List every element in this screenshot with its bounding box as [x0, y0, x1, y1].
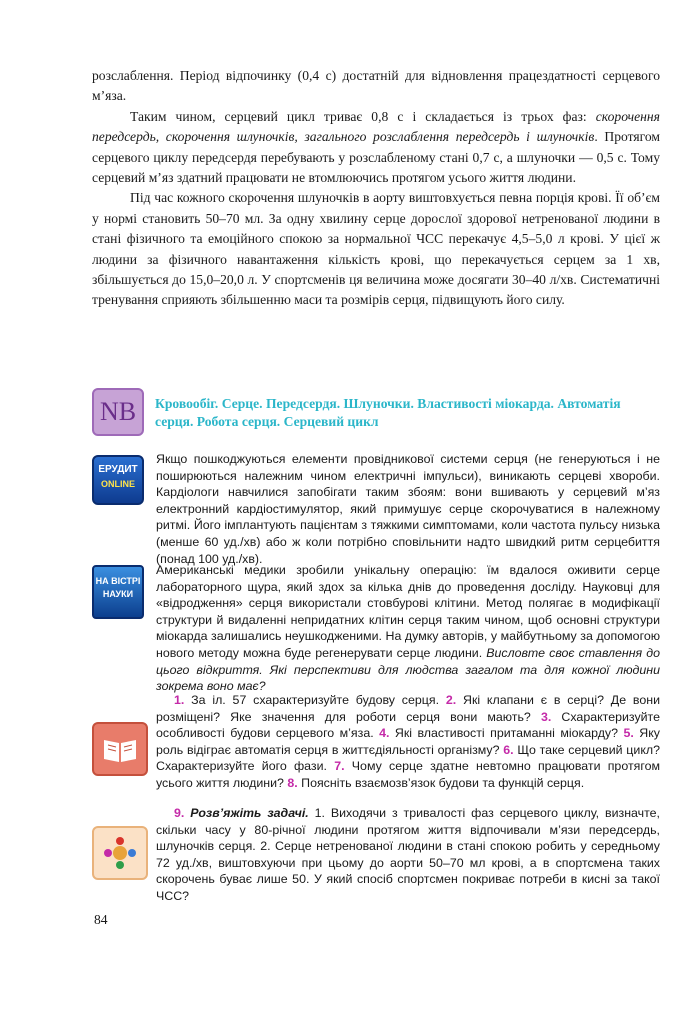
nb-keywords: Кровообіг. Серце. Передсердя. Шлуночки. Властивості міокарда. Автоматія серця. Робота серця. Серцевий цикл [155, 396, 621, 429]
paragraph-2: Таким чином, серцевий цикл триває 0,8 с і складається із трьох фаз: скорочення передсердь, скорочення шлуночків, загального розслаблення передсердь і шлуночків. Протягом серцевого циклу передсердя перебувають у розслабленому стані 0,7 с, а шлуночки — 0,5 с. Тому серцевий м’яз здатний працювати не втомлюючись протягом усього життя людини. [92, 108, 661, 186]
tasks-text: 9. Розв’яжіть задачі. 1. Виходячи з тривалості фаз серцевого циклу, визначте, скільки часу у 80-річної людини протягом життя відпочивали м’язи передсердь, шлуночків серця. 2. Серце нетренованої людини в стані спокою робить у середньому 72 уд./хв, виштовхуючи при цьому до аорти 50–70 мл крові, а в спортсмена таких скорочень буває лише 50. У який спосіб спортсмен покриває потреби в кисні за такої ЧСС? [156, 806, 660, 903]
task-icon [92, 826, 148, 880]
news-text: Американські медики зробили унікальну операцію: їм вдалося оживити серце лабораторного щура, який здох за кілька днів до проведення досліду. Науковці для «відродження» серця використали стовбурові клітини. Метод полягає в модифікації структури й видаленні непридатних клітин серця таким чином, щоб основні структури міокарда залишались неушкодженими. На думку авторів, у майбутньому за допомогою нового методу можна буде регенерувати серце людини. Висловте своє ставлення до цього відкриття. Які перспективи для людства загалом та для кожної людини зокрема воно має? [156, 563, 660, 694]
erudit-online-icon: ЕРУДИТ ONLINE [92, 455, 144, 505]
questions-block [156, 692, 660, 792]
nb-icon: NB [92, 388, 144, 436]
news-question: Висловте своє ставлення до цього відкриття. Які перспективи для людства загалом та для кожної людини зокрема воно має? [156, 645, 660, 694]
main-text [92, 66, 660, 311]
news-block [156, 562, 660, 695]
page-number: 84 [94, 912, 108, 927]
erudit-text: Якщо пошкоджуються елементи провідникової системи серця (не генеруються і не поширюються належним чином електричні імпульси), виникають серцеві хвороби. Кардіологи навчилися запобігати таким збоям: вони вшивають у серцевий м’яз електронний кардіостимулятор, який примушує серце скорочуватися в належному ритмі. Його імплантують пацієнтам з тяжкими симптомами, коли частота пульсу низька (менше 60 уд./хв) або ж коли потрібно сповільнити надто швидкий ритм серцебиття (понад 100 уд./хв). [156, 452, 660, 566]
erudit-block [156, 451, 660, 567]
science-news-icon: НА ВІСТРІ НАУКИ [92, 565, 144, 619]
paragraph-1: розслаблення. Період відпочинку (0,4 с) достатній для відновлення працездатності серцевого м’яза. [92, 68, 660, 104]
phases-italic: скорочення передсердь, скорочення шлуночків, загального розслаблення передсердь і шлуночків [92, 108, 660, 145]
book-icon [92, 722, 148, 776]
tasks-block [156, 805, 660, 905]
paragraph-3: Під час кожного скорочення шлуночків в аорту виштовхується певна порція крові. Її об’єм у нормі становить 50–70 мл. За одну хвилину серце дорослої здорової нетренованої людини в стані фізичного та емоційного спокою за нормальної ЧСС перекачує 4,5–5,0 л крові. У цієї ж людини за фізичного навантаження кількість крові, що перекачується серцем за 1 хв, збільшується до 15,0–20,0 л. У спортсменів ця величина може досягати 30–40 л/хв. Систематичні тренування сприяють збільшенню маси та розмірів серця, підвищують його силу. [92, 190, 660, 308]
questions-text: 1. За іл. 57 схарактеризуйте будову серця. 2. Які клапани є в серці? Де вони розміщені? Яке значення для роботи серця вони мають? 3. Схарактеризуйте особливості будови серцевого м’яза. 4. Які властивості притаманні міокарду? 5. Яку роль відіграє автоматія серця в життєдіяльності організму? 6. Що таке серцевий цикл? Схарактеризуйте його фази. 7. Чому серце здатне невтомно працювати протягом усього життя людини? 8. Поясніть взаємозв’язок будови та функцій серця. [156, 693, 660, 790]
